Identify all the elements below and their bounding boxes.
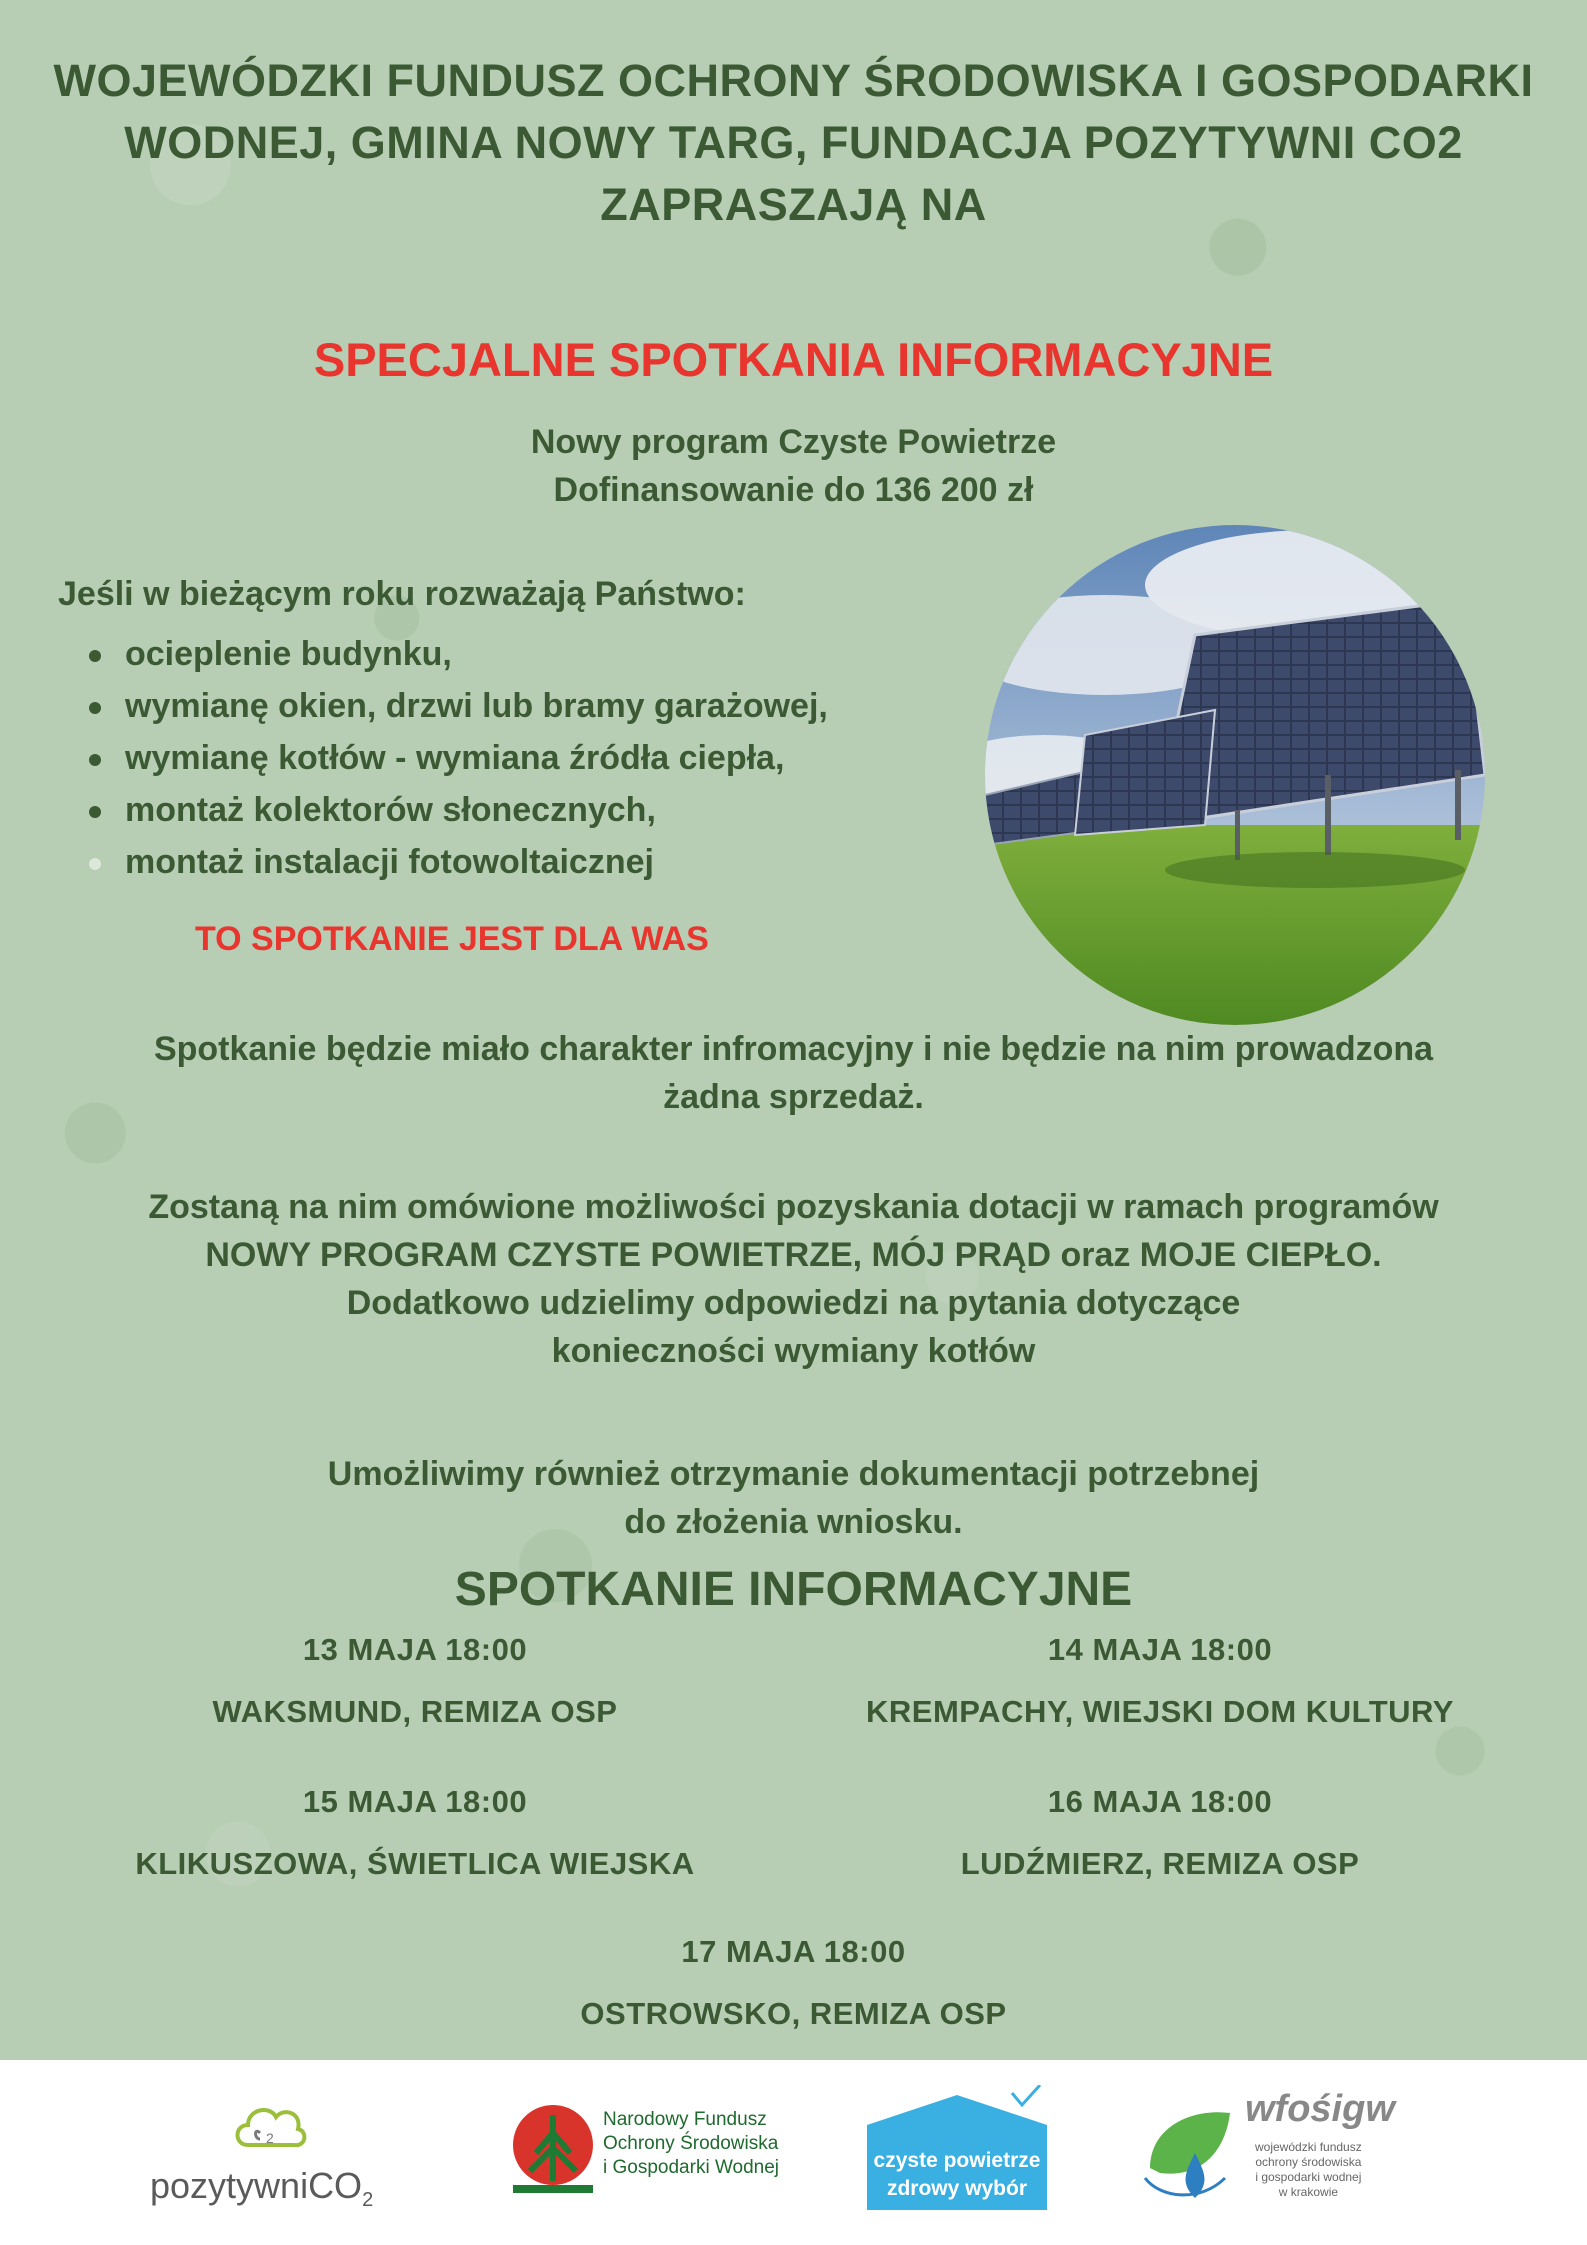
event-3 [100, 1784, 730, 1882]
paragraph-line: Zostaną na nim omówione możliwości pozyskania dotacji w ramach programów [148, 1188, 1439, 1226]
subtitle [0, 418, 1587, 514]
header-line-2: WODNEJ, GMINA NOWY TARG, FUNDACJA POZYTYWNI CO2 [124, 117, 1463, 168]
paragraph-line: do złożenia wniosku. [624, 1503, 963, 1541]
paragraph-line: konieczności wymiany kotłów [551, 1332, 1036, 1370]
wfosigw-logo [1140, 2088, 1440, 2228]
list-item: wymianę okien, drzwi lub bramy garażowej, [85, 680, 828, 732]
paragraph-line: żadna sprzedaż. [663, 1078, 924, 1116]
footer-logos [0, 2060, 1587, 2245]
bullet-list [85, 628, 828, 888]
wfosigw-line: i gospodarki wodnej [1255, 2170, 1362, 2184]
svg-text:2: 2 [266, 2130, 274, 2146]
event-date: 13 MAJA 18:00 [302, 1632, 528, 1667]
event-place: LUDŹMIERZ, REMIZA OSP [960, 1846, 1360, 1881]
event-5 [0, 1934, 1587, 2032]
event-date: 16 MAJA 18:00 [1047, 1784, 1273, 1819]
wfosigw-wordmark: wfośigw [1245, 2088, 1395, 2130]
event-place: KLIKUSZOWA, ŚWIETLICA WIEJSKA [135, 1846, 695, 1881]
nfosigw-line: Ochrony Środowiska [603, 2133, 779, 2154]
pozytywni-subscript: 2 [362, 2189, 374, 2212]
nfosigw-line: i Gospodarki Wodnej [603, 2157, 780, 2178]
wfosigw-line: ochrony środowiska [1255, 2155, 1362, 2169]
page-header [0, 50, 1587, 236]
event-date: 14 MAJA 18:00 [1047, 1632, 1273, 1667]
paragraph-info [0, 1025, 1587, 1121]
list-item: montaż instalacji fotowoltaicznej [85, 836, 828, 888]
czyste-powietrze-logo [862, 2085, 1052, 2215]
event-date: 17 MAJA 18:00 [681, 1934, 906, 1969]
event-4 [845, 1784, 1475, 1882]
event-place: KREMPACHY, WIEJSKI DOM KULTURY [866, 1694, 1454, 1729]
co2-cloud-icon [230, 2095, 310, 2160]
subtitle-line-2: Dofinansowanie do 136 200 zł [553, 471, 1034, 509]
list-item: montaż kolektorów słonecznych, [85, 784, 828, 836]
pozytywni-wordmark: pozytywniCO [150, 2165, 363, 2206]
nfosigw-emblem-icon [508, 2103, 598, 2198]
nfosigw-line: Narodowy Fundusz [603, 2109, 767, 2130]
event-1 [100, 1632, 730, 1730]
event-2 [845, 1632, 1475, 1730]
czyste-line: zdrowy wybór [886, 2177, 1028, 2200]
meetings-heading: SPOTKANIE INFORMACYJNE [454, 1563, 1133, 1616]
solar-panels-photo [985, 525, 1485, 1025]
paragraph-line: NOWY PROGRAM CZYSTE POWIETRZE, MÓJ PRĄD oraz MOJE CIEPŁO. [205, 1236, 1382, 1274]
wfosigw-line: wojewódzki fundusz [1255, 2140, 1362, 2154]
list-item: ocieplenie budynku, [85, 628, 828, 680]
event-place: OSTROWSKO, REMIZA OSP [580, 1996, 1007, 2031]
subtitle-line-1: Nowy program Czyste Powietrze [530, 423, 1057, 461]
event-place: WAKSMUND, REMIZA OSP [212, 1694, 618, 1729]
list-item: wymianę kotłów - wymiana źródła ciepła, [85, 732, 828, 784]
for-you-callout: TO SPOTKANIE JEST DLA WAS [195, 920, 709, 958]
czyste-line: czyste powietrze [873, 2149, 1041, 2172]
header-line-1: WOJEWÓDZKI FUNDUSZ OCHRONY ŚRODOWISKA I GOSPODARKI [53, 55, 1534, 106]
paragraph-line: Umożliwimy również otrzymanie dokumentacji potrzebnej [327, 1455, 1260, 1493]
paragraph-line: Spotkanie będzie miało charakter infromacyjny i nie będzie na nim prowadzona [153, 1030, 1434, 1068]
nfosigw-logo [508, 2098, 808, 2208]
event-date: 15 MAJA 18:00 [302, 1784, 528, 1819]
paragraph-line: Dodatkowo udzielimy odpowiedzi na pytania dotyczące [346, 1284, 1241, 1322]
paragraph-documents [0, 1450, 1587, 1546]
leaf-drop-icon [1140, 2098, 1235, 2208]
pozytywni-logo [150, 2095, 410, 2225]
intro-text: Jeśli w bieżącym roku rozważają Państwo: [58, 575, 746, 613]
page-title: SPECJALNE SPOTKANIA INFORMACYJNE [313, 333, 1274, 386]
wfosigw-line: w krakowie [1278, 2185, 1339, 2199]
paragraph-programs [0, 1183, 1587, 1375]
header-line-3: ZAPRASZAJĄ NA [600, 179, 987, 230]
